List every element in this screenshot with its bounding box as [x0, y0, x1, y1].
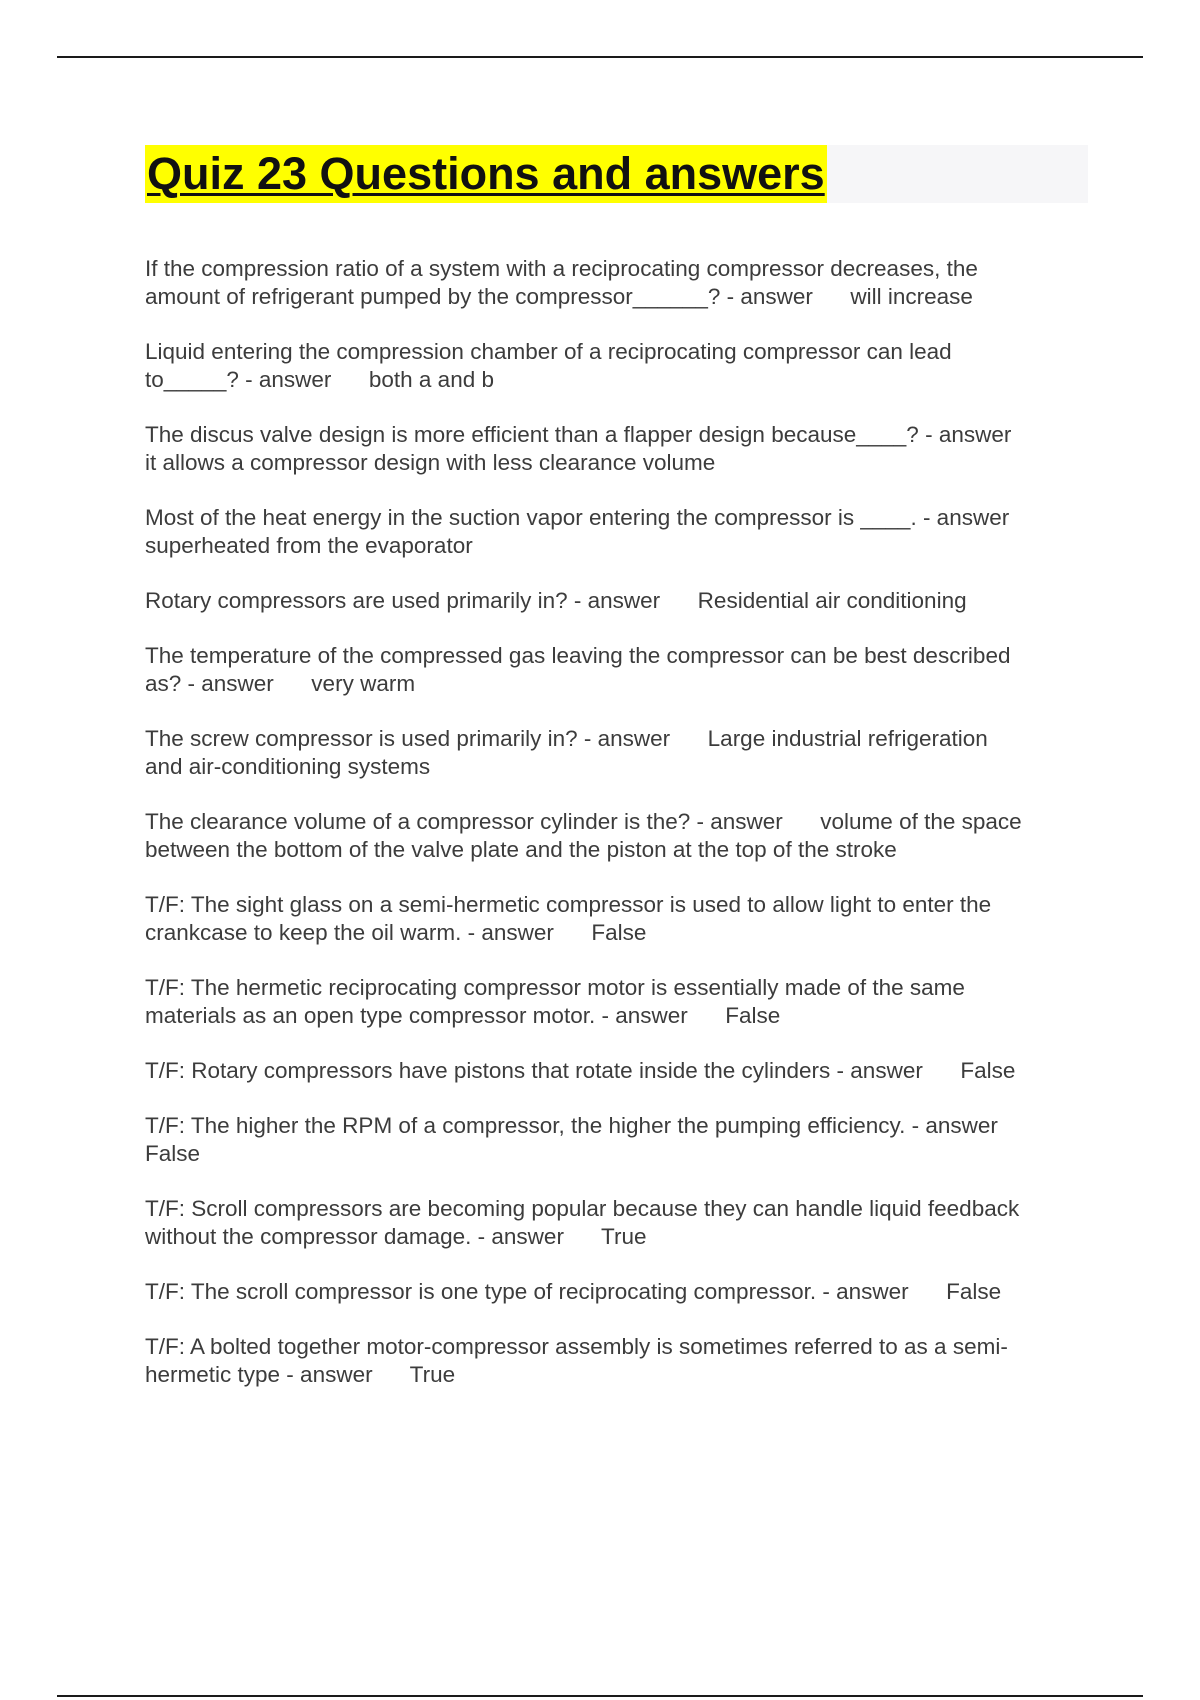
qa-item: The temperature of the compressed gas leaving the compressor can be best described as? - answer very warm [145, 643, 1011, 696]
qa-item: If the compression ratio of a system with a reciprocating compressor decreases, the amount of refrigerant pumped by the compressor______? - answer will increase [145, 256, 978, 309]
qa-item: T/F: The higher the RPM of a compressor, the higher the pumping efficiency. - answer False [145, 1113, 998, 1166]
qa-item: T/F: The hermetic reciprocating compressor motor is essentially made of the same materials as an open type compressor motor. - answer False [145, 975, 965, 1028]
qa-item: T/F: A bolted together motor-compressor assembly is sometimes referred to as a semi- hermetic type - answer True [145, 1334, 1008, 1387]
qa-item: T/F: The scroll compressor is one type of reciprocating compressor. - answer False [145, 1279, 1002, 1304]
page-title: Quiz 23 Questions and answers [145, 145, 827, 203]
qa-item: T/F: The sight glass on a semi-hermetic compressor is used to allow light to enter the crankcase to keep the oil warm. - answer False [145, 892, 992, 945]
qa-item: Liquid entering the compression chamber of a reciprocating compressor can lead to_____? - answer both a and b [145, 339, 952, 392]
bottom-rule [57, 1695, 1143, 1697]
qa-item: T/F: Scroll compressors are becoming popular because they can handle liquid feedback without the compressor damage. - answer True [145, 1196, 1020, 1249]
qa-item: Most of the heat energy in the suction vapor entering the compressor is ____. - answer superheated from the evaporator [145, 505, 1010, 558]
qa-item: The discus valve design is more efficient than a flapper design because____? - answer it allows a compressor design with less clearance volume [145, 422, 1012, 475]
qa-item: Rotary compressors are used primarily in? - answer Residential air conditioning [145, 588, 967, 613]
qa-item: T/F: Rotary compressors have pistons that rotate inside the cylinders - answer False [145, 1058, 1016, 1083]
qa-item: The screw compressor is used primarily in? - answer Large industrial refrigeration and air-conditioning systems [145, 726, 988, 779]
qa-item: The clearance volume of a compressor cylinder is the? - answer volume of the space between the bottom of the valve plate and the piston at the top of the stroke [145, 809, 1022, 862]
qa-list [145, 255, 1095, 1416]
top-rule [57, 56, 1143, 58]
